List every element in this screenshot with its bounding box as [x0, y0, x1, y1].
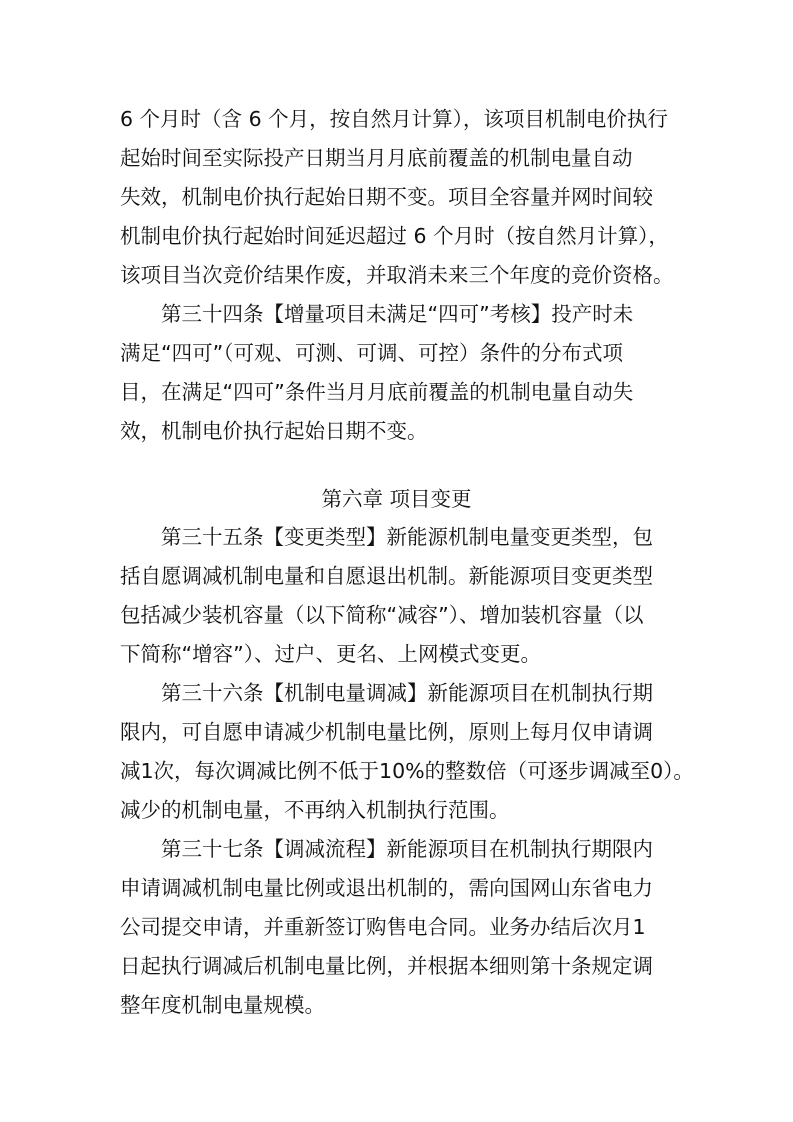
text-line: 效，机制电价执行起始日期不变。 [120, 419, 428, 443]
text-line: 起始时间至实际投产日期当月月底前覆盖的机制电量自动 [120, 146, 633, 170]
article-37-heading-line: 第三十七条【调减流程】新能源项目在机制执行期限内 [161, 837, 653, 861]
article-36-heading-line: 第三十六条【机制电量调减】新能源项目在机制执行期 [161, 681, 653, 705]
text-line: 满足“四可”（可观、可测、可调、可控）条件的分布式项 [120, 341, 623, 365]
text-line: 公司提交申请，并重新签订购售电合同。业务办结后次月1 [120, 915, 646, 939]
text-line: 目，在满足“四可”条件当月月底前覆盖的机制电量自动失 [120, 380, 634, 404]
text-line: 机制电价执行起始时间延迟超过 6 个月时（按自然月计算）， [120, 224, 669, 248]
text-line: 下简称“增容”）、过户、更名、上网模式变更。 [120, 642, 541, 666]
text-line: 日起执行调减后机制电量比例，并根据本细则第十条规定调 [120, 954, 653, 978]
text-line: 括自愿调减机制电量和自愿退出机制。新能源项目变更类型 [120, 564, 653, 588]
text-line: 6 个月时（含 6 个月，按自然月计算），该项目机制电价执行 [120, 107, 668, 131]
text-line: 包括减少装机容量（以下简称“减容”）、增加装机容量（以 [120, 603, 644, 627]
text-line: 整年度机制电量规模。 [120, 993, 325, 1017]
chapter-title: 第六章 项目变更 [321, 487, 472, 511]
text-line: 减少的机制电量，不再纳入机制执行范围。 [120, 798, 510, 822]
article-34-heading-line: 第三十四条【增量项目未满足“四可”考核】投产时未 [161, 302, 634, 326]
text-line: 该项目当次竞价结果作废，并取消未来三个年度的竞价资格。 [120, 263, 674, 287]
text-line: 减1次，每次调减比例不低于10%的整数倍（可逐步调减至0）。 [120, 759, 694, 783]
article-35-heading-line: 第三十五条【变更类型】新能源机制电量变更类型，包 [161, 525, 653, 549]
text-line: 申请调减机制电量比例或退出机制的，需向国网山东省电力 [120, 876, 653, 900]
text-line: 失效，机制电价执行起始日期不变。项目全容量并网时间较 [120, 185, 653, 209]
text-line: 限内，可自愿申请减少机制电量比例，原则上每月仅申请调 [120, 720, 653, 744]
